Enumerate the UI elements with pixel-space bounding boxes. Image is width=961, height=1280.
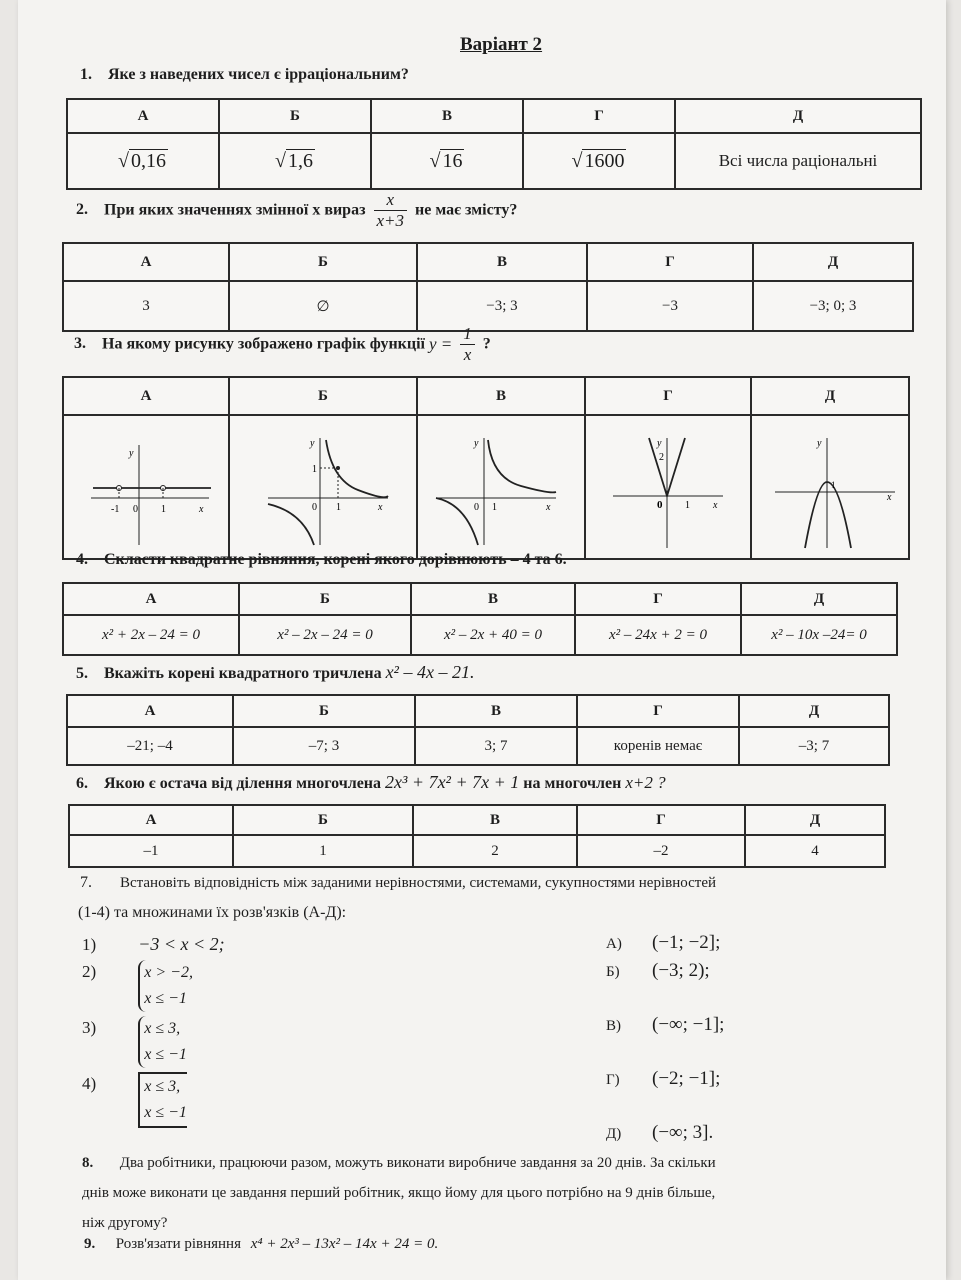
answer-cell: –1 (69, 835, 233, 867)
col-header: Г (587, 243, 753, 281)
match-item-3 (82, 1016, 187, 1068)
col-header: Б (239, 583, 411, 615)
question-text: Встановіть відповідність між заданими нерівностями, системами, сукупностями нерівностей (120, 875, 717, 891)
svg-text:y: y (129, 447, 134, 459)
answer-cell: √ 1600 (523, 133, 675, 189)
dividend: 2x³ + 7x² + 7x + 1 (385, 772, 520, 792)
question-text: Яке з наведених чисел є ірраціональним? (108, 66, 409, 83)
fraction: $\frac{x}{x+3}$ (374, 190, 408, 231)
col-header: А (63, 377, 229, 415)
svg-text:x: x (546, 501, 551, 513)
match-item-1 (82, 934, 225, 955)
equation: x⁴ + 2x³ – 13x² – 14x + 24 = 0. (250, 1236, 439, 1252)
answer-cell: x² – 10x –24= 0 (741, 615, 897, 655)
col-header: Г (575, 583, 741, 615)
answer-cell: −3; 3 (417, 281, 587, 331)
col-header: Г (523, 99, 675, 133)
question-8 (82, 1148, 882, 1238)
col-header: Б (229, 377, 417, 415)
svg-text:y: y (310, 437, 315, 449)
answer-table-6 (68, 804, 886, 868)
col-header: А (67, 695, 233, 727)
answer-cell: −3 (587, 281, 753, 331)
answer-table-1 (66, 98, 922, 190)
svg-text:1: 1 (685, 499, 690, 511)
answer-set-v: В) (−∞; −1]; (606, 1014, 725, 1035)
question-text-2: (1-4) та множинами їх розв'язків (А-Д): (78, 904, 347, 921)
answer-cell: коренів немає (577, 727, 739, 765)
svg-text:x: x (199, 503, 204, 515)
graph-g (585, 415, 751, 559)
divisor: x+2 ? (625, 773, 666, 792)
union-bracket: x ≤ 3, x ≤ −1 (138, 1072, 187, 1128)
question-6 (76, 772, 666, 793)
question-7 (80, 874, 880, 892)
question-2 (76, 190, 517, 231)
col-header: В (371, 99, 523, 133)
answer-table-2 (62, 242, 914, 332)
answer-cell: –2 (577, 835, 745, 867)
answer-cell: √ 1,6 (219, 133, 371, 189)
graph-v (417, 415, 585, 559)
svg-text:y: y (657, 437, 662, 449)
question-number: 2. (76, 201, 88, 219)
question-text: Вкажіть корені квадратного тричлена (104, 665, 382, 682)
svg-text:y: y (474, 437, 479, 449)
col-header: А (63, 243, 229, 281)
question-number: 6. (76, 775, 88, 792)
question-number: 5. (76, 665, 88, 682)
item-number: 3) (82, 1018, 97, 1037)
col-header: Д (675, 99, 921, 133)
question-mark: ? (482, 335, 491, 353)
question-text-2: на многочлен (523, 775, 622, 792)
answer-cell: √ 16 (371, 133, 523, 189)
fraction: $\frac{1}{x}$ (460, 324, 475, 365)
question-text-3: ніж другому? (82, 1215, 168, 1231)
answer-set-a: А) (−1; −2]; (606, 932, 721, 953)
match-item-2 (82, 960, 193, 1012)
answer-cell: Всі числа раціональні (675, 133, 921, 189)
answer-cell: ∅ (229, 281, 417, 331)
answer-cell: –7; 3 (233, 727, 415, 765)
svg-text:1: 1 (336, 501, 341, 513)
graph-d (751, 415, 909, 559)
question-number: 3. (74, 335, 86, 353)
question-text: Скласти квадратне рівняння, корені якого дорівнюють – 4 та 6. (104, 551, 567, 568)
col-header: В (413, 805, 577, 835)
col-header: Д (739, 695, 889, 727)
col-header: А (63, 583, 239, 615)
answer-table-3 (62, 376, 910, 560)
answer-cell: 3 (63, 281, 229, 331)
system-brace: x ≤ 3, x ≤ −1 (138, 1016, 187, 1068)
answer-cell: 4 (745, 835, 885, 867)
answer-cell: 1 (233, 835, 413, 867)
question-number: 7. (80, 874, 92, 891)
svg-text:1: 1 (831, 479, 836, 490)
svg-text:1: 1 (161, 503, 166, 515)
col-header: Д (751, 377, 909, 415)
svg-text:0: 0 (474, 501, 479, 513)
answer-set-g: Г) (−2; −1]; (606, 1068, 721, 1089)
col-header: Б (219, 99, 371, 133)
answer-cell: x² – 24x + 2 = 0 (575, 615, 741, 655)
answer-table-4 (62, 582, 898, 656)
question-number: 8. (82, 1155, 94, 1171)
question-3 (74, 324, 491, 365)
item-number: 1) (82, 935, 97, 954)
col-header: Б (233, 805, 413, 835)
question-text: При яких значеннях змінної x вираз (104, 201, 366, 219)
answer-cell: –3; 7 (739, 727, 889, 765)
graph-a (63, 415, 229, 559)
question-text: Якою є остача від ділення многочлена (104, 775, 382, 792)
col-header: В (417, 377, 585, 415)
question-number: 4. (76, 551, 88, 568)
answer-cell: –21; –4 (67, 727, 233, 765)
svg-text:x: x (378, 501, 383, 513)
question-number: 9. (84, 1236, 96, 1252)
answer-cell: −3; 0; 3 (753, 281, 913, 331)
col-header: Г (585, 377, 751, 415)
answer-set-b: Б) (−3; 2); (606, 960, 710, 981)
question-text: На якому рисунку зображено графік функції (102, 335, 425, 353)
question-text-2: днів може виконати це завдання перший робітник, якщо йому для цього потрібно на 9 днів більше, (82, 1185, 716, 1201)
col-header: В (415, 695, 577, 727)
svg-text:1: 1 (312, 463, 317, 475)
col-header: Д (753, 243, 913, 281)
question-5 (76, 662, 474, 683)
answer-set-d: Д) (−∞; 3]. (606, 1122, 714, 1143)
col-header: Б (229, 243, 417, 281)
item-number: 2) (82, 962, 97, 981)
svg-text:0: 0 (133, 503, 138, 515)
svg-text:1: 1 (492, 501, 497, 513)
answer-cell: x² – 2x – 24 = 0 (239, 615, 411, 655)
col-header: В (417, 243, 587, 281)
svg-text:x: x (887, 491, 892, 503)
svg-text:0: 0 (657, 498, 663, 511)
match-item-4 (82, 1072, 187, 1128)
page-title: Варіант 2 (460, 34, 543, 55)
polynomial: x² – 4x – 21. (385, 662, 475, 682)
question-4 (76, 551, 567, 569)
col-header: А (67, 99, 219, 133)
question-text-tail: не має змісту? (415, 201, 518, 219)
col-header: А (69, 805, 233, 835)
svg-text:2: 2 (659, 451, 664, 463)
graph-b (229, 415, 417, 559)
svg-text:x: x (713, 499, 718, 511)
answer-cell: 3; 7 (415, 727, 577, 765)
question-text: Два робітники, працюючи разом, можуть виконати виробниче завдання за 20 днів. За скільки (119, 1155, 716, 1171)
item-number: 4) (82, 1074, 97, 1093)
question-text: Розв'язати рівняння (115, 1236, 241, 1252)
svg-text:y: y (817, 437, 822, 449)
col-header: В (411, 583, 575, 615)
col-header: Д (741, 583, 897, 615)
col-header: Г (577, 695, 739, 727)
col-header: Г (577, 805, 745, 835)
question-number: 1. (80, 66, 92, 83)
answer-table-5 (66, 694, 890, 766)
answer-cell: x² – 2x + 40 = 0 (411, 615, 575, 655)
col-header: Б (233, 695, 415, 727)
svg-text:0: 0 (312, 501, 317, 513)
svg-text:-1: -1 (111, 503, 120, 515)
system-brace: x > −2, x ≤ −1 (138, 960, 193, 1012)
col-header: Д (745, 805, 885, 835)
question-1 (80, 66, 409, 84)
answer-cell: 2 (413, 835, 577, 867)
answer-cell: √ 0,16 (67, 133, 219, 189)
function-lhs: y = (428, 334, 453, 354)
inequality: −3 < x < 2; (138, 934, 225, 954)
question-9 (84, 1236, 438, 1253)
answer-cell: x² + 2x – 24 = 0 (63, 615, 239, 655)
